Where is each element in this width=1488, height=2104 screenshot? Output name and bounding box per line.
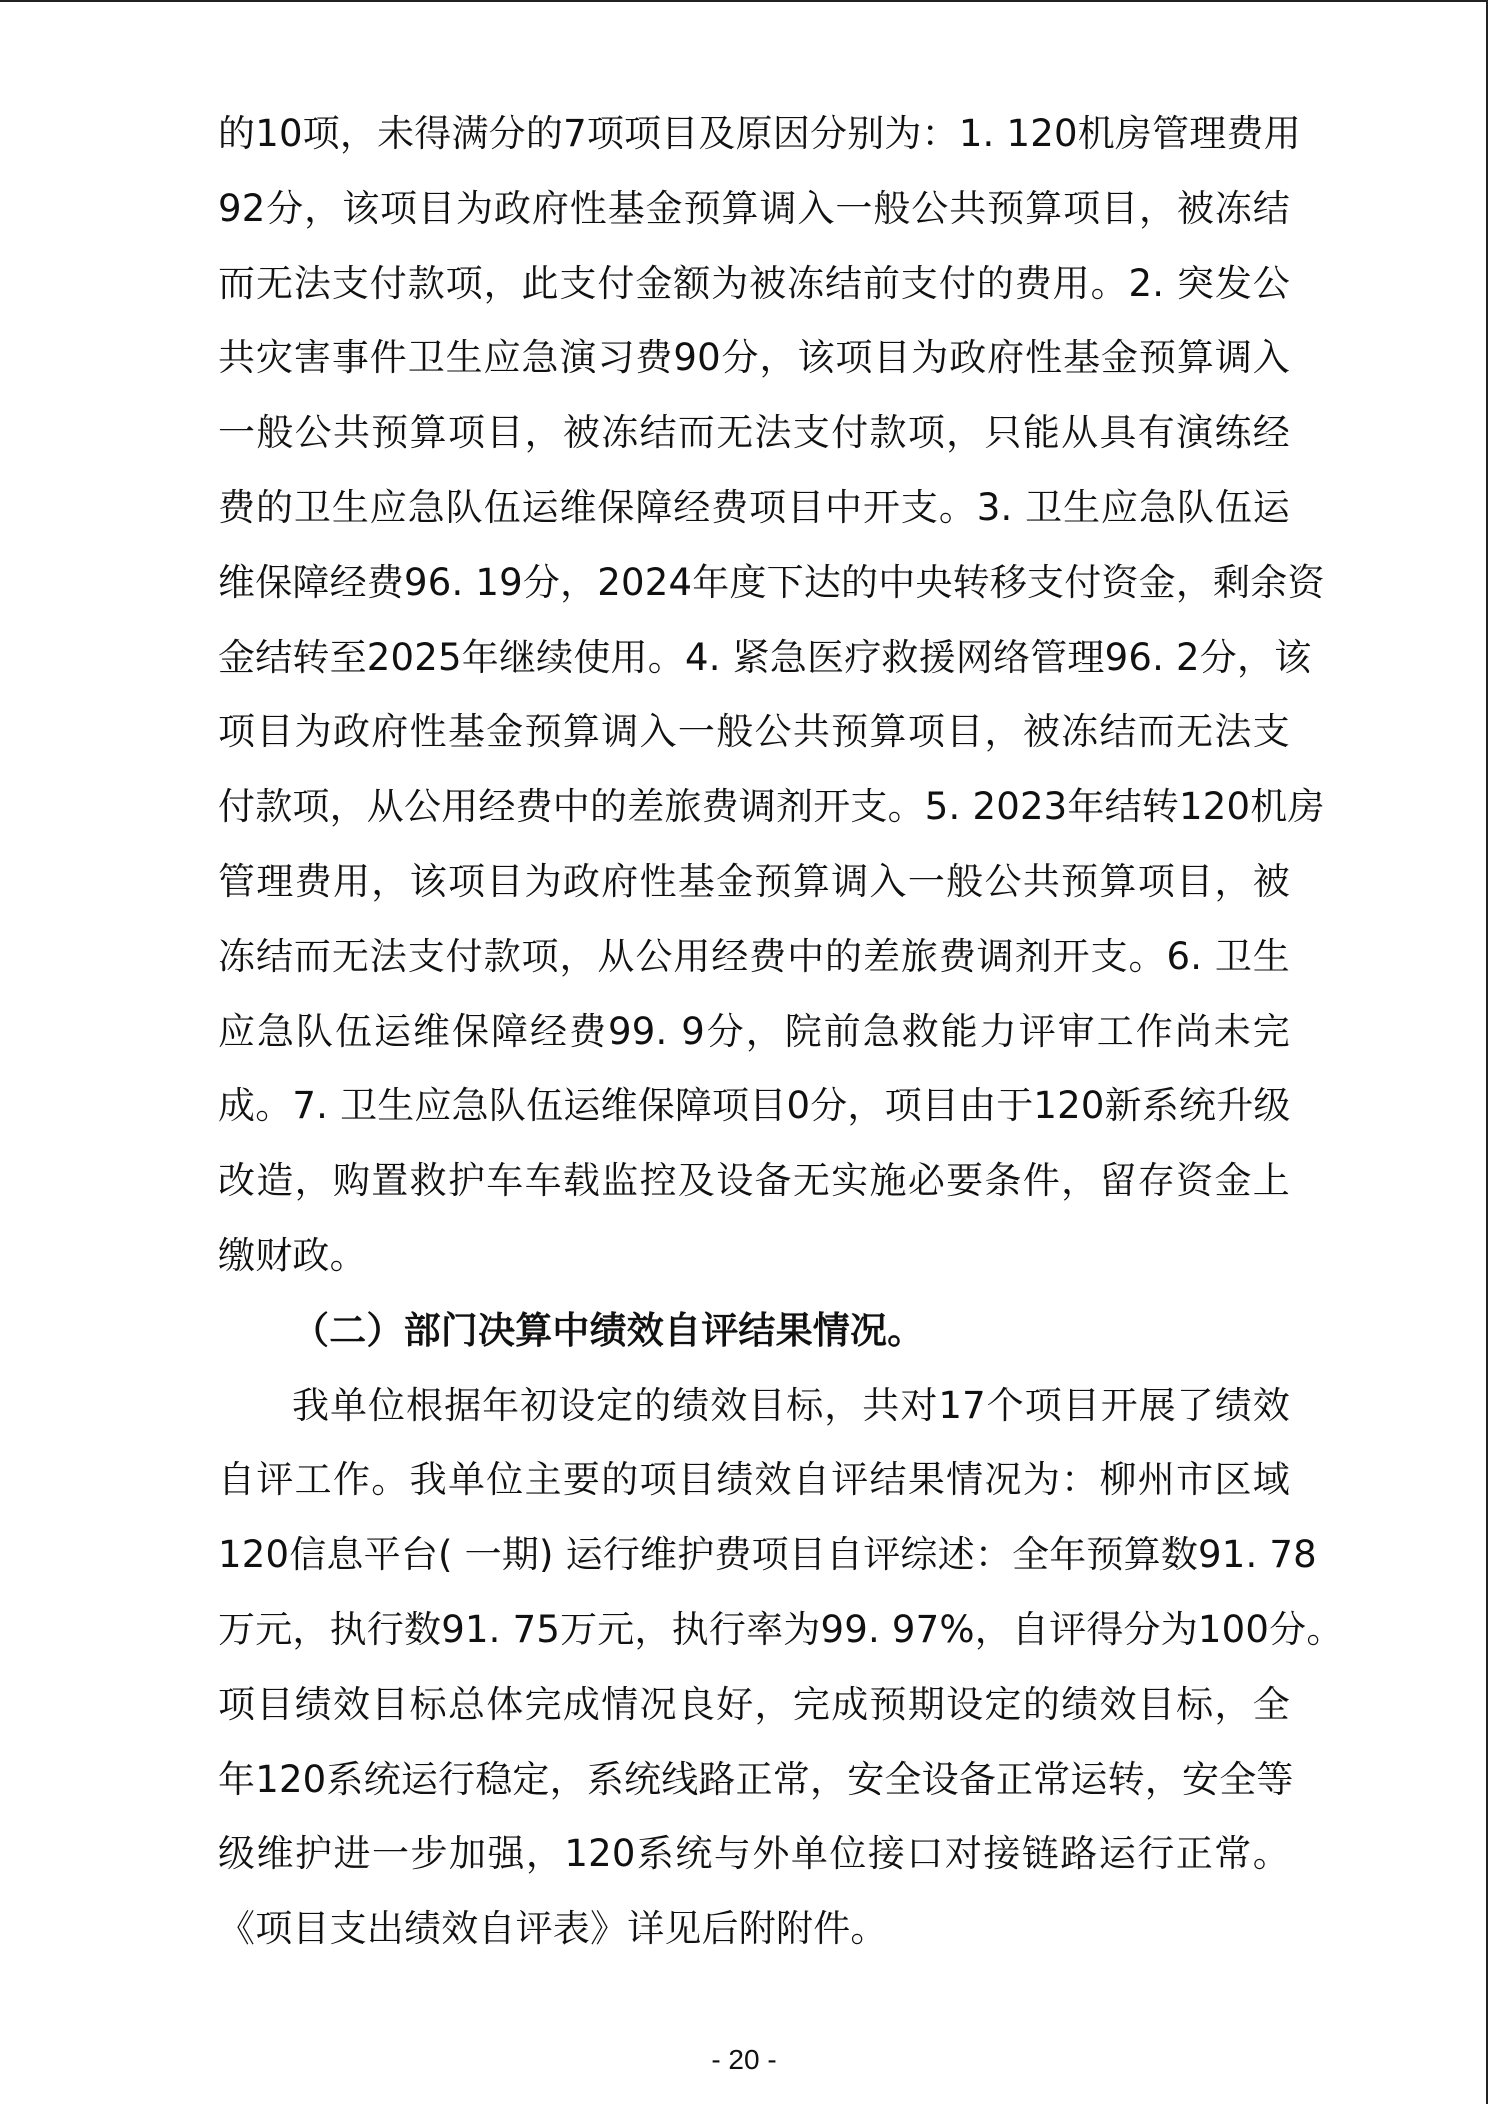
text-line: 的10项，未得满分的7项项目及原因分别为：1. 120机房管理费用 bbox=[218, 112, 1301, 155]
text-line: 费的卫生应急队伍运维保障经费项目中开支。3. 卫生应急队伍运 bbox=[218, 485, 1290, 529]
page-border-top bbox=[0, 0, 1488, 2]
text-line: 项目为政府性基金预算调入一般公共预算项目，被冻结而无法支 bbox=[218, 710, 1290, 754]
section-heading: （二）部门决算中绩效自评结果情况。 bbox=[292, 1308, 925, 1352]
text-line: 应急队伍运维保障经费99. 9分，院前急救能力评审工作尚未完 bbox=[218, 1009, 1290, 1053]
text-line: 成。7. 卫生应急队伍运维保障项目0分，项目由于120新系统升级 bbox=[218, 1084, 1291, 1128]
text-line: 付款项，从公用经费中的差旅费调剂开支。5. 2023年结转120机房 bbox=[218, 785, 1325, 829]
text-line: 年120系统运行稳定，系统线路正常，安全设备正常运转，安全等 bbox=[218, 1757, 1294, 1801]
paragraph-1 bbox=[218, 97, 1325, 1294]
text-line: 自评工作。我单位主要的项目绩效自评结果情况为：柳州市区域 bbox=[218, 1458, 1290, 1502]
text-line-last: 缴财政。 bbox=[218, 1233, 367, 1277]
text-line: 而无法支付款项，此支付金额为被冻结前支付的费用。2. 突发公 bbox=[218, 261, 1290, 305]
text-line: 92分，该项目为政府性基金预算调入一般公共预算项目，被冻结 bbox=[218, 186, 1290, 230]
page-number: - 20 - bbox=[711, 2044, 777, 2075]
text-line: 项目绩效目标总体完成情况良好，完成预期设定的绩效目标，全 bbox=[218, 1682, 1290, 1726]
paragraph-2 bbox=[218, 1369, 1344, 1967]
text-line: 维保障经费96. 19分，2024年度下达的中央转移支付资金，剩余资 bbox=[218, 560, 1325, 604]
text-line-first: 我单位根据年初设定的绩效目标，共对17个项目开展了绩效 bbox=[292, 1383, 1290, 1427]
text-line: 级维护进一步加强，120系统与外单位接口对接链路运行正常。 bbox=[218, 1832, 1290, 1876]
document-body bbox=[218, 97, 1344, 1967]
text-line: 管理费用，该项目为政府性基金预算调入一般公共预算项目，被 bbox=[218, 859, 1290, 903]
text-line: 冻结而无法支付款项，从公用经费中的差旅费调剂开支。6. 卫生 bbox=[218, 934, 1290, 978]
text-line-last: 《项目支出绩效自评表》详见后附附件。 bbox=[218, 1907, 888, 1951]
text-line: 共灾害事件卫生应急演习费90分，该项目为政府性基金预算调入 bbox=[218, 336, 1290, 380]
text-line: 万元，执行数91. 75万元，执行率为99. 97%，自评得分为100分。 bbox=[218, 1607, 1344, 1651]
text-line: 120信息平台( 一期) 运行维护费项目自评综述：全年预算数91. 78 bbox=[218, 1533, 1317, 1577]
text-line: 改造，购置救护车车载监控及设备无实施必要条件，留存资金上 bbox=[218, 1159, 1290, 1203]
text-line: 一般公共预算项目，被冻结而无法支付款项，只能从具有演练经 bbox=[218, 411, 1290, 455]
text-line: 金结转至2025年继续使用。4. 紧急医疗救援网络管理96. 2分，该 bbox=[218, 635, 1312, 679]
